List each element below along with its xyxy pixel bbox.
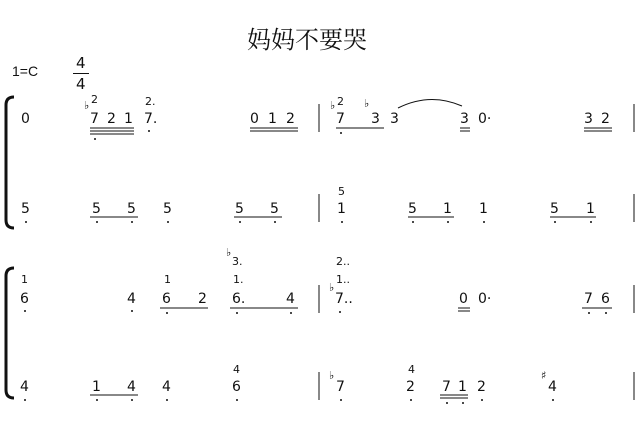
octave-dot [340,132,342,134]
octave-dot [148,130,150,132]
time-signature-top: 4 [76,54,86,72]
note: 1 [443,201,452,217]
note: 5 [550,201,559,217]
octave-dot [412,221,414,223]
note: 5 [21,201,30,217]
chord-note: 1 [164,273,171,286]
flat-sign: ♭ [330,99,336,112]
note: 6 [162,291,171,307]
octave-dot [481,399,483,401]
note: 7. [144,111,158,127]
octave-dot [339,311,341,313]
flat-sign: ♭ [84,99,90,112]
note: 0 [21,111,30,127]
chord-note: 1 [21,273,28,286]
chord-note: 2 [91,93,98,106]
note: 6 [20,291,29,307]
octave-dot [166,312,168,314]
note: 4 [20,379,29,395]
note: 5 [408,201,417,217]
note: 1 [124,111,133,127]
note: 4 [127,379,136,395]
note: 2 [601,111,610,127]
note: 2 [406,379,415,395]
note: 0· [478,291,492,307]
octave-dot [96,399,98,401]
note: 1 [337,201,346,217]
note: 0 [250,111,259,127]
note: 2 [477,379,486,395]
octave-dot [340,399,342,401]
note: 1 [268,111,277,127]
song-title: 妈妈不要哭 [247,26,367,54]
octave-dot [588,312,590,314]
note: 3 [390,111,399,127]
chord-note: 1.. [336,273,350,286]
octave-dot [552,399,554,401]
note: 7 [442,379,451,395]
octave-dot [446,402,448,404]
octave-dot [290,312,292,314]
octave-dot [239,221,241,223]
note: 3 [460,111,469,127]
octave-dot [94,138,96,140]
note: 7 [336,111,345,127]
note: 1 [479,201,488,217]
note: 5 [235,201,244,217]
tie [398,99,462,108]
note: 1 [458,379,467,395]
chord-note: 2.. [336,255,350,268]
note: 1 [92,379,101,395]
octave-dot [483,221,485,223]
note: 7 [336,379,345,395]
octave-dot [131,310,133,312]
octave-dot [236,312,238,314]
flat-sign: ♭ [364,97,370,110]
note: 4 [162,379,171,395]
chord-note: 1. [233,273,244,286]
octave-dot [447,221,449,223]
octave-dot [167,221,169,223]
octave-dot [236,399,238,401]
note: 4 [548,379,557,395]
note: 4 [286,291,295,307]
note: 4 [127,291,136,307]
system2-bracket [6,268,14,398]
note: 5 [127,201,136,217]
chord-note: 4 [233,363,240,376]
note: 1 [586,201,595,217]
note: 3 [371,111,380,127]
note: 2 [107,111,116,127]
octave-dot [25,221,27,223]
note: 6. [232,291,246,307]
flat-sign: ♭ [329,281,335,294]
note: 0· [478,111,492,127]
chord-note: 2 [337,95,344,108]
octave-dot [24,399,26,401]
octave-dot [166,399,168,401]
time-signature-divider [73,73,89,74]
octave-dot [410,399,412,401]
note: 0 [459,291,468,307]
note: 5 [270,201,279,217]
note: 2 [198,291,207,307]
chord-note: 4 [408,363,415,376]
octave-dot [605,312,607,314]
note: 7 [584,291,593,307]
chord-note: 5 [338,185,345,198]
octave-dot [590,221,592,223]
flat-sign: ♭ [226,246,232,259]
octave-dot [131,399,133,401]
flat-sign: ♭ [329,369,335,382]
octave-dot [96,221,98,223]
note: 6 [601,291,610,307]
key-signature: 1=C [12,63,39,79]
sharp-sign: ♯ [541,369,547,382]
octave-dot [24,310,26,312]
chord-note: 3. [232,255,243,268]
note: 5 [163,201,172,217]
octave-dot [554,221,556,223]
note: 7.. [335,291,353,307]
system1-bracket [6,97,14,228]
octave-dot [131,221,133,223]
chord-note: 2. [145,95,156,108]
octave-dot [274,221,276,223]
note: 3 [584,111,593,127]
note: 6 [232,379,241,395]
note: 2 [286,111,295,127]
time-signature-bottom: 4 [76,75,86,93]
octave-dot [341,221,343,223]
note: 5 [92,201,101,217]
note: 7 [90,111,99,127]
octave-dot [462,402,464,404]
